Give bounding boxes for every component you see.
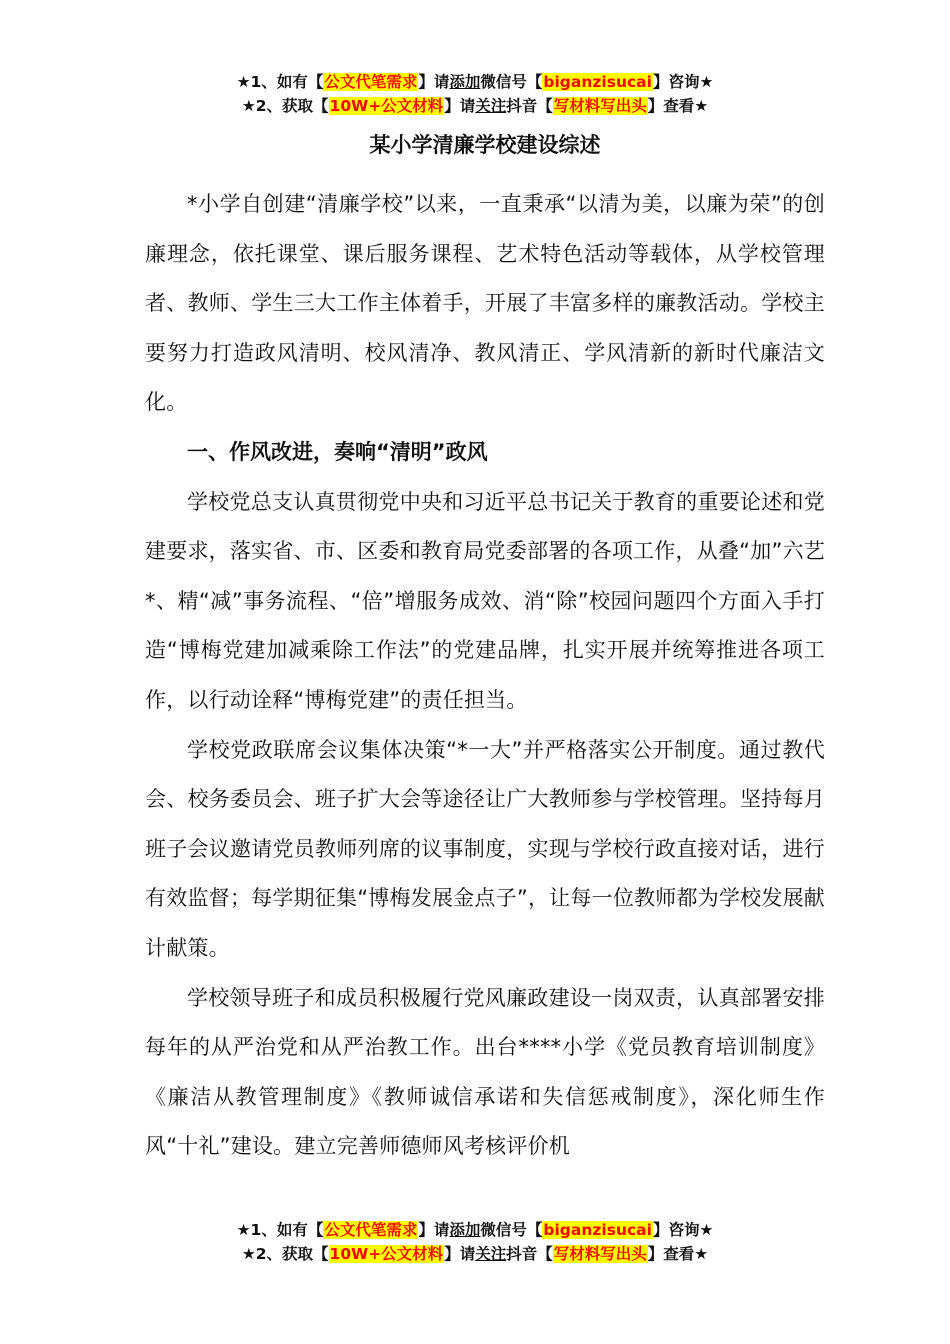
paragraph-4: 学校领导班子和成员积极履行党风廉政建设一岗双责，认真部署安排每年的从严治党和从严治教工作。出台****小学《党员教育培训制度》《廉洁从教管理制度》《教师诚信承诺和失信惩戒制度》，深化师生作风“十礼”建设。建立完善师德师风考核评价机 (145, 985, 825, 1159)
banner-highlight: biganzisucai (543, 73, 652, 91)
banner-text: 微信号【 (480, 1221, 543, 1239)
banner-text: 抖音【 (506, 97, 553, 115)
footer-banner (0, 1218, 950, 1266)
banner-text: ★2、获取【 (241, 97, 329, 115)
header-banner (0, 70, 950, 118)
banner-highlight: 写材料写出头 (553, 97, 647, 115)
banner-highlight: 10W+公文材料 (329, 97, 444, 115)
document-title: 某小学清廉学校建设综述 (369, 133, 601, 157)
banner-text: 】请 (444, 1245, 476, 1263)
banner-highlight: 公文代笔需求 (324, 1221, 418, 1239)
banner-text: 微信号【 (480, 73, 543, 91)
banner-text: ★1、如有【 (236, 1221, 324, 1239)
banner-highlight: 公文代笔需求 (324, 73, 418, 91)
banner-emphasis: 添加 (449, 1221, 481, 1239)
banner-text: 】咨询★ (652, 73, 714, 91)
banner-text: ★1、如有【 (236, 73, 324, 91)
document-body (145, 128, 825, 1172)
banner-text: 】咨询★ (652, 1221, 714, 1239)
banner-text: 】请 (418, 1221, 450, 1239)
banner-emphasis: 关注 (475, 97, 507, 115)
banner-line-2 (0, 94, 950, 118)
paragraph-2: 学校党总支认真贯彻党中央和习近平总书记关于教育的重要论述和党建要求，落实省、市、区委和教育局党委部署的各项工作，从叠“加”六艺*、精“减”事务流程、“倍”增服务成效、消“除”校园问题四个方面入手打造“博梅党建加减乘除工作法”的党建品牌，扎实开展并统筹推进各项工作，以行动诠释“博梅党建”的责任担当。 (145, 489, 825, 712)
banner-text: 】查看★ (647, 97, 709, 115)
paragraph-intro: *小学自创建“清廉学校”以来，一直秉承“以清为美，以廉为荣”的创廉理念，依托课堂、课后服务课程、艺术特色活动等载体，从学校管理者、教师、学生三大工作主体着手，开展了丰富多样的廉教活动。学校主要努力打造政风清明、校风清净、教风清正、学风清新的新时代廉洁文化。 (145, 192, 825, 415)
section-heading-1: 一、作风改进，奏响“清明”政风 (187, 439, 488, 464)
banner-text: 】查看★ (647, 1245, 709, 1263)
banner-line-2 (0, 1242, 950, 1266)
banner-highlight: 10W+公文材料 (329, 1245, 444, 1263)
banner-line-1 (0, 1218, 950, 1242)
banner-text: 】请 (444, 97, 476, 115)
banner-text: 】请 (418, 73, 450, 91)
paragraph-3: 学校党政联席会议集体决策“*一大”并严格落实公开制度。通过教代会、校务委员会、班子扩大会等途径让广大教师参与学校管理。坚持每月班子会议邀请党员教师列席的议事制度，实现与学校行政直接对话，进行有效监督；每学期征集“博梅发展金点子”，让每一位教师都为学校发展献计献策。 (145, 737, 825, 960)
banner-text: ★2、获取【 (241, 1245, 329, 1263)
banner-emphasis: 添加 (449, 73, 481, 91)
banner-highlight: biganzisucai (543, 1221, 652, 1239)
banner-line-1 (0, 70, 950, 94)
banner-highlight: 写材料写出头 (553, 1245, 647, 1263)
banner-text: 抖音【 (506, 1245, 553, 1263)
banner-emphasis: 关注 (475, 1245, 507, 1263)
